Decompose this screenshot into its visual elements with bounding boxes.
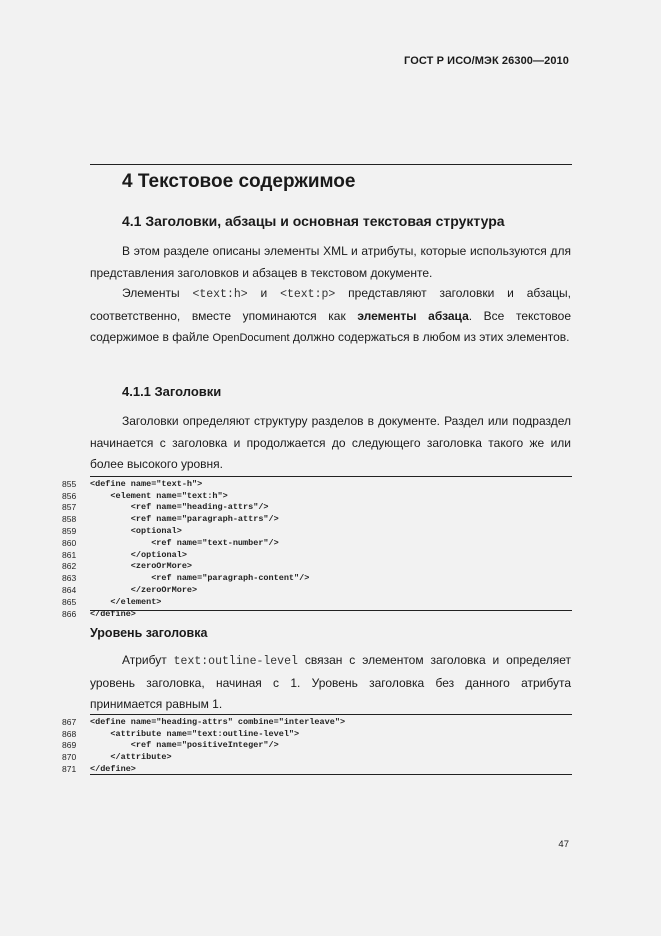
code-text: <attribute name="text:outline-level"> (90, 728, 300, 739)
line-number: 865 (62, 596, 77, 607)
code-line (62, 549, 572, 561)
code-text: </zeroOrMore> (90, 585, 198, 596)
paragraph-elements-term: элементы абзаца (357, 308, 469, 323)
code-text: <ref name="text-number"/> (90, 537, 279, 548)
line-number: 868 (62, 728, 77, 739)
code-text: <optional> (90, 526, 182, 537)
line-number: 861 (62, 549, 77, 560)
line-number: 867 (62, 716, 77, 727)
line-number: 863 (62, 573, 77, 584)
line-number: 869 (62, 740, 77, 751)
line-number: 870 (62, 752, 77, 763)
outline-level-paragraph: Атрибут text:outline-level связан с элементом заголовка и определяет уровень заголовка, начиная с 1. Уровень заголовка без данного атрибута принимается равным 1. (90, 653, 571, 711)
code-line (62, 502, 572, 514)
code-text: <ref name="paragraph-content"/> (90, 573, 310, 584)
code-text: <define name="heading-attrs" combine="interleave"> (90, 716, 346, 727)
code-line (62, 584, 572, 596)
code2-top-rule (90, 714, 572, 715)
code-text: <ref name="heading-attrs"/> (90, 502, 269, 513)
line-number: 866 (62, 608, 77, 619)
code-text: <element name="text:h"> (90, 490, 228, 501)
line-number: 857 (62, 502, 77, 513)
line-number: 864 (62, 585, 77, 596)
line-number: 862 (62, 561, 77, 572)
code1-bottom-rule (90, 610, 572, 611)
heading-level-title: Уровень заголовка (90, 626, 208, 640)
code-line (62, 490, 572, 502)
code-block-text-h (62, 478, 572, 620)
line-number: 856 (62, 490, 77, 501)
code-line (62, 572, 572, 584)
outline-level-code: text:outline-level (173, 655, 298, 668)
code-text: </define> (90, 608, 136, 619)
headings-subsection-title: 4.1.1 Заголовки (122, 384, 222, 399)
code1-top-rule (90, 476, 572, 477)
code-text: <define name="text-h"> (90, 478, 203, 489)
code-block-heading-attrs (62, 716, 572, 775)
code-line (62, 478, 572, 490)
code-line (62, 513, 572, 525)
subsection-title: 4.1 Заголовки, абзацы и основная текстовая структура (122, 213, 505, 229)
text-h-code: <text:h> (192, 288, 248, 301)
code-line (62, 740, 572, 752)
elements-paragraph: Элементы <text:h> и <text:p> представляют заголовки и абзацы, соответственно, вместе упоминаются как элементы абзаца. Все текстовое содержимое в файле OpenDocument должно содержаться в любом из этих элементов. (90, 286, 571, 344)
code-line (62, 751, 572, 763)
intro-paragraph: В этом разделе описаны элементы XML и атрибуты, которые используются для представления заголовков и абзацев в текстовом документе. (90, 244, 571, 280)
code-text: </element> (90, 596, 162, 607)
line-number: 855 (62, 478, 77, 489)
section-rule (90, 164, 572, 165)
code2-bottom-rule (90, 774, 572, 775)
code-text: </attribute> (90, 752, 172, 763)
code-line (62, 561, 572, 573)
code-line (62, 596, 572, 608)
code-text: </optional> (90, 549, 187, 560)
code-line (62, 537, 572, 549)
code-text: <ref name="paragraph-attrs"/> (90, 514, 279, 525)
line-number: 858 (62, 514, 77, 525)
code-line (62, 728, 572, 740)
code-text: <ref name="positiveInteger"/> (90, 740, 279, 751)
code-text: </define> (90, 764, 136, 775)
text-p-code: <text:p> (280, 288, 336, 301)
code-line (62, 716, 572, 728)
page-number: 47 (558, 839, 569, 850)
code-line (62, 525, 572, 537)
standard-header: ГОСТ Р ИСО/МЭК 26300—2010 (404, 55, 569, 67)
section-title: 4 Текстовое содержимое (122, 171, 356, 192)
line-number: 859 (62, 526, 77, 537)
headings-paragraph: Заголовки определяют структуру разделов в документе. Раздел или подраздел начинается с заголовка и продолжается до следующего заголовка такого же или более высокого уровня. (90, 414, 571, 471)
line-number: 871 (62, 764, 77, 775)
code-text: <zeroOrMore> (90, 561, 193, 572)
line-number: 860 (62, 537, 77, 548)
